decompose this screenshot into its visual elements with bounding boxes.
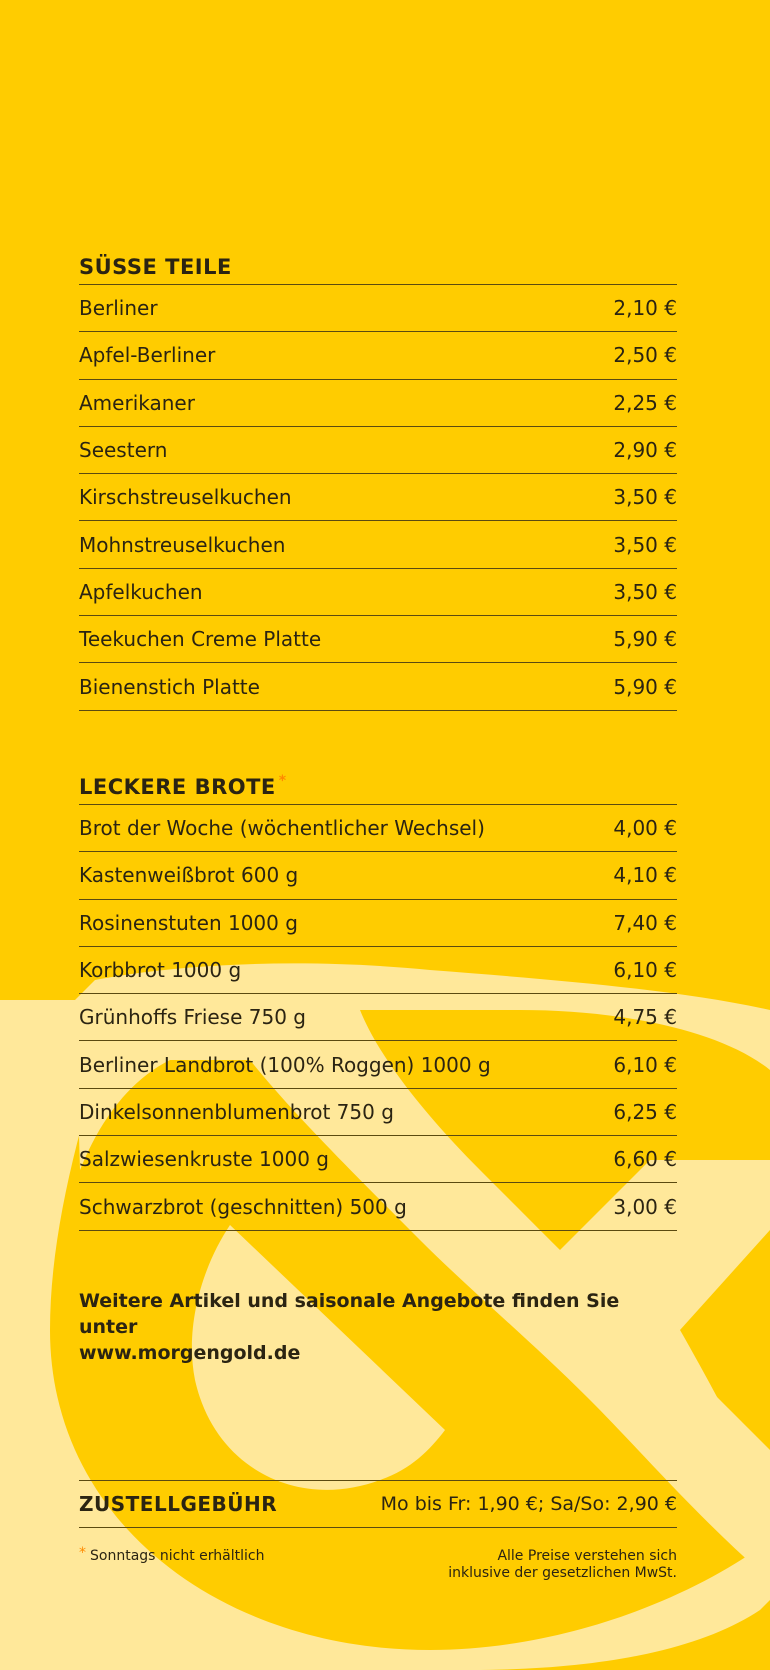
item-price: 6,10 € — [613, 958, 677, 983]
item-name: Kastenweißbrot 600 g — [79, 863, 299, 888]
menu-item-row — [79, 521, 677, 568]
item-price: 5,90 € — [613, 627, 677, 652]
menu-item-row — [79, 616, 677, 663]
item-name: Apfelkuchen — [79, 579, 203, 604]
item-price: 5,90 € — [613, 674, 677, 699]
menu-item-row — [79, 852, 677, 899]
item-price: 7,40 € — [613, 910, 677, 935]
delivery-fee-title: ZUSTELLGEBÜHR — [79, 1492, 278, 1516]
item-name: Bienenstich Platte — [79, 674, 260, 699]
menu-item-row — [79, 380, 677, 427]
item-price: 4,00 € — [613, 816, 677, 841]
item-price: 3,00 € — [613, 1194, 677, 1219]
item-price: 6,25 € — [613, 1099, 677, 1124]
more-info-text: Weitere Artikel und saisonale Angebote finden Sie unter www.morgengold.de — [79, 1288, 677, 1366]
item-name: Salzwiesenkruste 1000 g — [79, 1147, 329, 1172]
menu-item-row — [79, 285, 677, 332]
item-name: Grünhoffs Friese 750 g — [79, 1005, 306, 1030]
item-name: Mohnstreuselkuchen — [79, 532, 286, 557]
footnote-star-icon: * — [278, 773, 287, 789]
section-title: SÜSSE TEILE — [79, 250, 677, 285]
item-price: 6,60 € — [613, 1147, 677, 1172]
item-name: Berliner — [79, 296, 158, 321]
menu-item-row — [79, 1136, 677, 1183]
item-name: Seestern — [79, 438, 168, 463]
menu-item-row — [79, 474, 677, 521]
item-price: 3,50 € — [613, 485, 677, 510]
item-name: Brot der Woche (wöchentlicher Wechsel) — [79, 816, 485, 841]
item-price: 6,10 € — [613, 1052, 677, 1077]
menu-item-row — [79, 1089, 677, 1136]
item-price: 4,10 € — [613, 863, 677, 888]
item-name: Apfel-Berliner — [79, 343, 216, 368]
item-price: 2,50 € — [613, 343, 677, 368]
item-price: 3,50 € — [613, 532, 677, 557]
menu-item-row — [79, 1041, 677, 1088]
menu-item-row — [79, 427, 677, 474]
menu-item-row — [79, 1183, 677, 1230]
menu-item-row — [79, 569, 677, 616]
item-name: Korbbrot 1000 g — [79, 958, 242, 983]
item-name: Schwarzbrot (geschnitten) 500 g — [79, 1194, 407, 1219]
item-name: Teekuchen Creme Platte — [79, 627, 322, 652]
footnote-star-icon: * — [79, 1545, 86, 1561]
item-name: Rosinenstuten 1000 g — [79, 910, 298, 935]
item-price: 2,10 € — [613, 296, 677, 321]
menu-item-row — [79, 805, 677, 852]
item-price: 2,25 € — [613, 390, 677, 415]
menu-item-row — [79, 663, 677, 710]
item-name: Amerikaner — [79, 390, 195, 415]
item-name: Kirschstreuselkuchen — [79, 485, 292, 510]
delivery-fee-value: Mo bis Fr: 1,90 €; Sa/So: 2,90 € — [380, 1493, 677, 1515]
section-title: LECKERE BROTE * — [79, 770, 677, 805]
item-name: Dinkelsonnenblumenbrot 750 g — [79, 1099, 394, 1124]
website-link[interactable]: www.morgengold.de — [79, 1342, 301, 1364]
menu-item-row — [79, 332, 677, 379]
section-leckere-brote — [79, 770, 677, 1231]
item-list — [79, 805, 677, 1231]
section-suesse-teile — [79, 250, 677, 711]
delivery-fee-row — [79, 1480, 677, 1528]
footnote: * Sonntags nicht erhältlich — [79, 1545, 265, 1564]
menu-item-row — [79, 947, 677, 994]
price-note: Alle Preise verstehen sich inklusive der gesetzlichen MwSt. — [448, 1548, 677, 1581]
item-price: 4,75 € — [613, 1005, 677, 1030]
item-name: Berliner Landbrot (100% Roggen) 1000 g — [79, 1052, 491, 1077]
menu-item-row — [79, 994, 677, 1041]
item-list — [79, 285, 677, 711]
menu-item-row — [79, 900, 677, 947]
item-price: 3,50 € — [613, 579, 677, 604]
item-price: 2,90 € — [613, 438, 677, 463]
